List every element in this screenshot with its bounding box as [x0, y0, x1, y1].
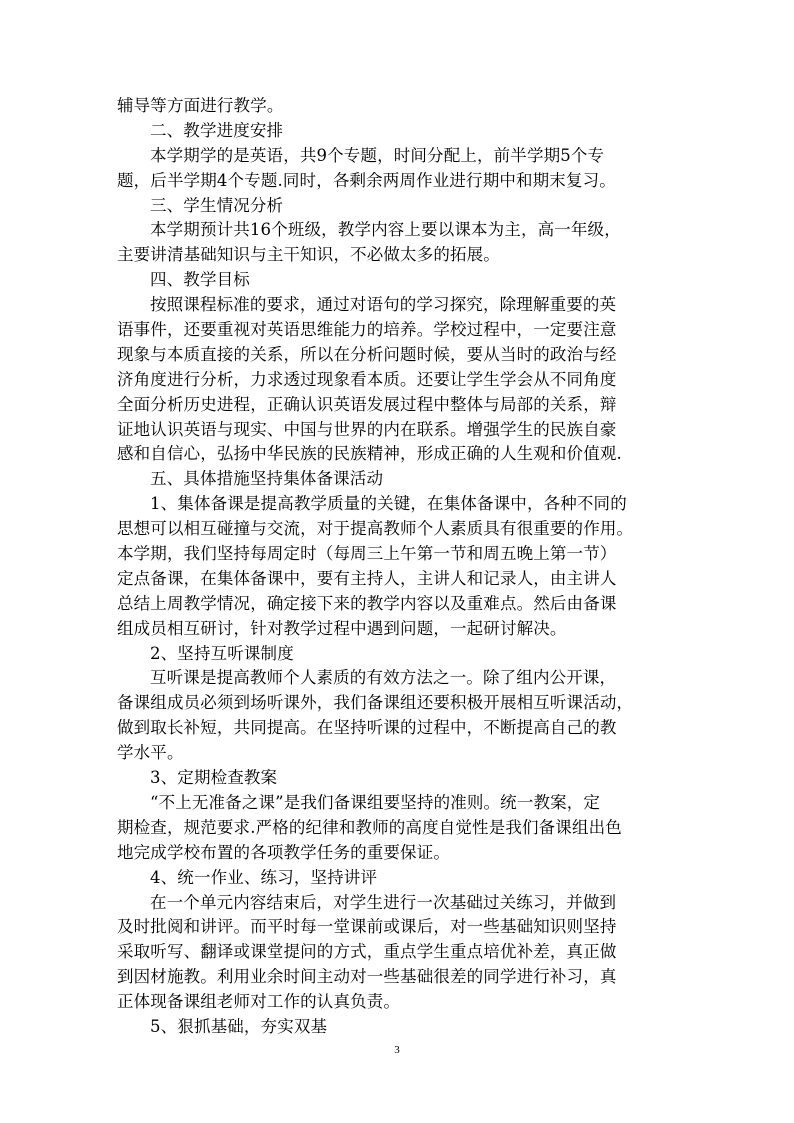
body-text — [117, 94, 678, 1040]
paragraph-line: 本学期，我们坚持每周定时（每周三上午第一节和周五晚上第一节） — [117, 544, 617, 564]
section-heading: 五、具体措施坚持集体备课活动 — [150, 469, 384, 489]
paragraph-line: 思想可以相互碰撞与交流，对于提高教师个人素质具有很重要的作用。 — [117, 519, 634, 539]
paragraph-line: 及时批阅和讲评。而平时每一堂课前或课后，对一些基础知识则坚持 — [117, 917, 617, 937]
section-heading: 四、教学目标 — [150, 270, 250, 290]
subsection-heading: 3、定期检查教案 — [150, 768, 278, 788]
paragraph-line: 备课组成员必须到场听课外，我们备课组还要积极开展相互听课活动， — [117, 693, 634, 713]
paragraph-line: 组成员相互研讨，针对教学过程中遇到问题，一起研讨解决。 — [117, 618, 567, 638]
paragraph-line: 1、集体备课是提高教学质量的关键，在集体备课中，各种不同的 — [150, 494, 627, 514]
paragraph-line: 定点备课，在集体备课中，要有主持人，主讲人和记录人，由主讲人 — [117, 568, 617, 588]
paragraph-line: 做到取长补短，共同提高。在坚持听课的过程中，不断提高自己的教 — [117, 718, 617, 738]
paragraph-line: 学水平。 — [117, 743, 184, 763]
subsection-heading: 2、坚持互听课制度 — [150, 643, 294, 663]
paragraph-line: 题，后半学期4个专题.同时，各剩余两周作业进行期中和期末复习。 — [117, 170, 616, 190]
paragraph-line: 期检查，规范要求.严格的纪律和教师的高度自觉性是我们备课组出色 — [117, 817, 622, 837]
paragraph-line: 本学期学的是英语，共9个专题，时间分配上，前半学期5个专 — [150, 145, 605, 165]
paragraph-line: 主要讲清基础知识与主干知识，不必做太多的拓展。 — [117, 245, 500, 265]
paragraph-line: 语事件，还要重视对英语思维能力的培养。学校过程中，一定要注意 — [117, 320, 617, 340]
text-line: 辅导等方面进行教学。 — [117, 96, 284, 115]
subsection-heading: 4、统一作业、练习，坚持讲评 — [150, 867, 378, 887]
paragraph-line: 本学期预计共16个班级，教学内容上要以课本为主，高一年级， — [150, 220, 621, 240]
page-number: 3 — [394, 1044, 400, 1056]
paragraph-line: 到因材施教。利用业余时间主动对一些基础很差的同学进行补习，真 — [117, 967, 617, 987]
paragraph-line: 全面分析历史进程，正确认识英语发展过程中整体与局部的关系，辩 — [117, 394, 617, 414]
paragraph-line: 证地认识英语与现实、中国与世界的内在联系。增强学生的民族自豪 — [117, 419, 617, 439]
paragraph-line: 地完成学校布置的各项教学任务的重要保证。 — [117, 842, 450, 862]
paragraph-line: 现象与本质直接的关系，所以在分析问题时候，要从当时的政治与经 — [117, 344, 617, 364]
section-heading: 二、教学进度安排 — [150, 120, 284, 140]
paragraph-line: 按照课程标准的要求，通过对语句的学习探究，除理解重要的英 — [150, 295, 617, 315]
paragraph-line: 正体现备课组老师对工作的认真负责。 — [117, 992, 401, 1012]
paragraph-line: 济角度进行分析，力求透过现象看本质。还要让学生学会从不同角度 — [117, 369, 617, 389]
paragraph-line: 在一个单元内容结束后，对学生进行一次基础过关练习，并做到 — [150, 892, 617, 912]
paragraph-line: 总结上周教学情况，确定接下来的教学内容以及重难点。然后由备课 — [117, 593, 617, 613]
paragraph-line: 感和自信心，弘扬中华民族的民族精神，形成正确的人生观和价值观. — [117, 444, 622, 464]
paragraph-line: 采取听写、翻译或课堂提问的方式，重点学生重点培优补差，真正做 — [117, 942, 617, 962]
section-heading: 三、学生情况分析 — [150, 195, 284, 215]
paragraph-line: 互听课是提高教师个人素质的有效方法之一。除了组内公开课， — [150, 668, 617, 688]
subsection-heading: 5、狠抓基础，夯实双基 — [150, 1016, 328, 1036]
paragraph-line: “不上无准备之课”是我们备课组要坚持的准则。统一教案，定 — [150, 792, 601, 812]
